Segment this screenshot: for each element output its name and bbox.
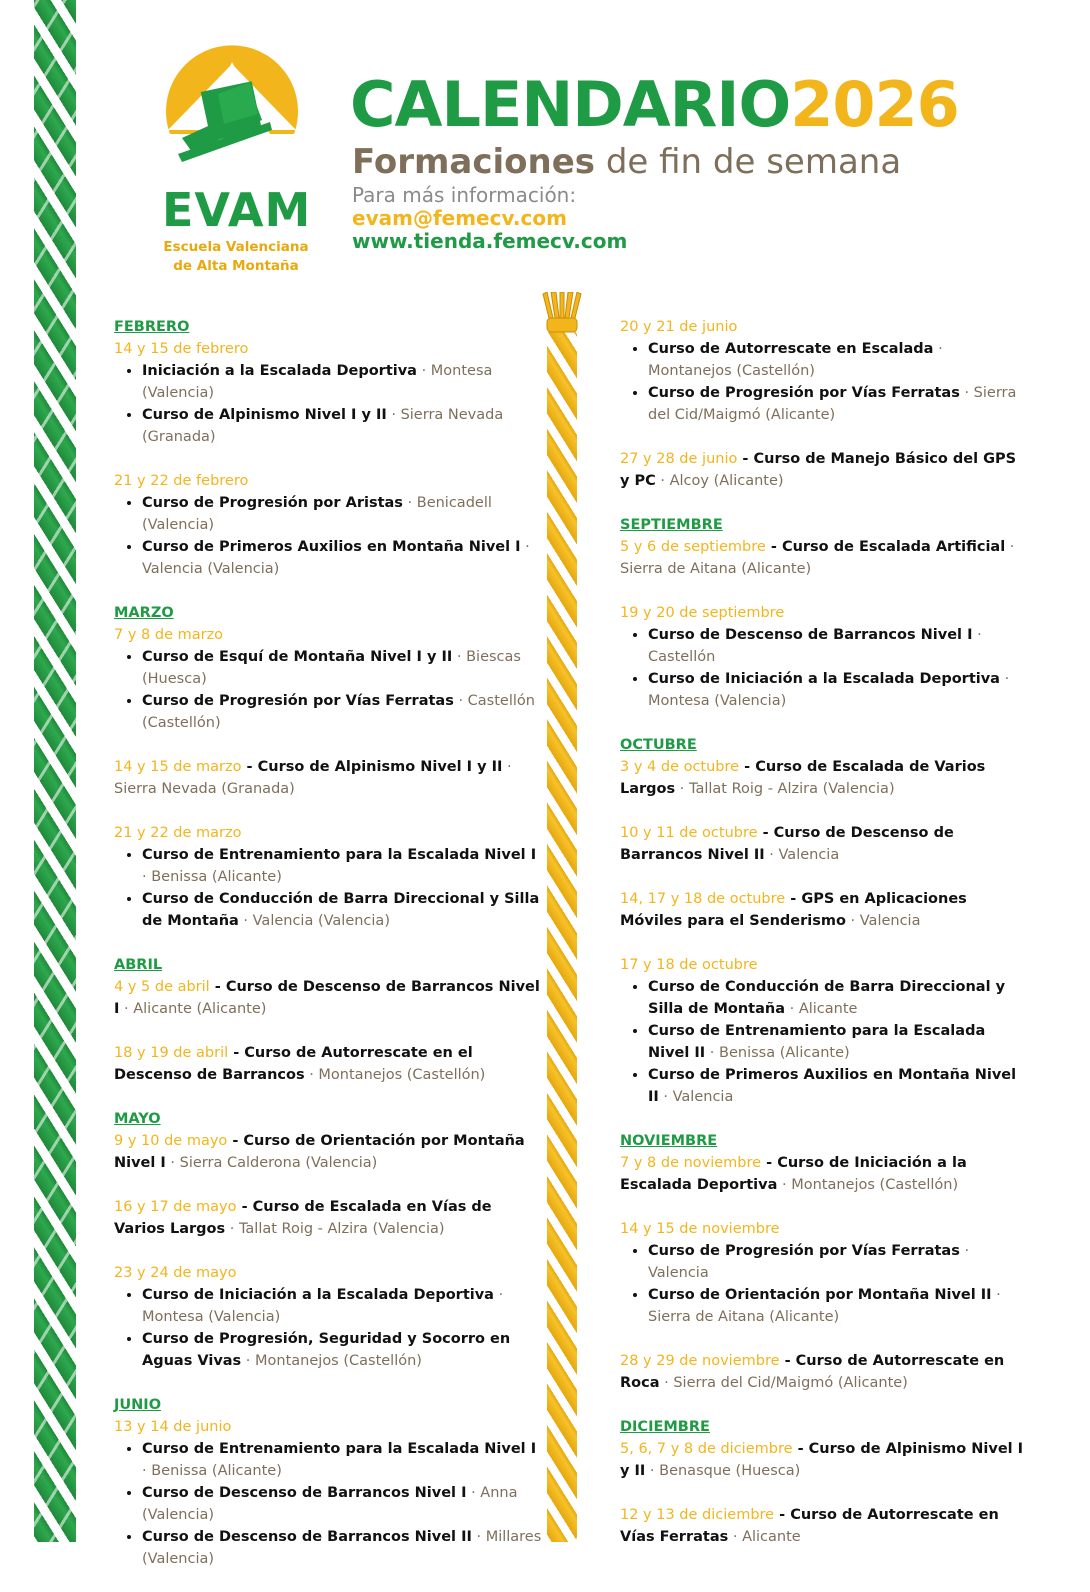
dash-separator: -	[761, 1155, 778, 1171]
course-location: Alcoy (Alicante)	[669, 473, 784, 489]
event-block	[114, 602, 542, 734]
event-date: 21 y 22 de febrero	[114, 473, 249, 489]
separator: ·	[959, 385, 974, 401]
dash-separator: -	[241, 759, 258, 775]
separator: ·	[999, 671, 1010, 687]
left-column	[114, 316, 542, 1592]
event-block	[620, 448, 1030, 492]
course-location: Valencia	[672, 1089, 734, 1105]
event-date: 13 y 14 de junio	[114, 1419, 232, 1435]
course-name: Curso de Escalada en Vías de Varios Largos	[114, 1199, 492, 1237]
course-item	[648, 976, 1030, 1020]
course-location: Benissa (Alicante)	[151, 1463, 282, 1479]
course-name: Iniciación a la Escalada Deportiva	[142, 363, 417, 379]
rope-tassel-icon	[537, 292, 587, 338]
separator: ·	[655, 473, 670, 489]
course-name: Curso de Descenso de Barrancos Nivel II	[620, 825, 954, 863]
dash-separator: -	[774, 1507, 791, 1523]
event-date: 27 y 28 de junio	[620, 451, 738, 467]
course-location: Benicadell (Valencia)	[142, 495, 492, 533]
dash-separator: -	[779, 1353, 796, 1369]
event-date: 14 y 15 de noviembre	[620, 1221, 780, 1237]
event-date: 23 y 24 de mayo	[114, 1265, 237, 1281]
separator: ·	[452, 649, 467, 665]
course-location: Millares (Valencia)	[142, 1529, 542, 1567]
month-heading: JUNIO	[114, 1397, 162, 1413]
course-list	[620, 976, 1030, 1108]
event-date: 7 y 8 de marzo	[114, 627, 224, 643]
event-line	[620, 1438, 1030, 1482]
course-location: Sierra Calderona (Valencia)	[179, 1155, 378, 1171]
course-location: Castellón (Castellón)	[142, 693, 535, 731]
month-heading: SEPTIEMBRE	[620, 517, 723, 533]
event-line	[620, 756, 1030, 800]
course-location: Alicante	[798, 1001, 858, 1017]
month-heading: MARZO	[114, 605, 174, 621]
event-block	[620, 602, 1030, 712]
course-name: Curso de Alpinismo Nivel I y II	[620, 1441, 1024, 1479]
course-item	[142, 1526, 542, 1570]
separator: ·	[165, 1155, 180, 1171]
course-name: Curso de Progresión por Vías Ferratas	[648, 1243, 960, 1259]
course-location: Valencia	[859, 913, 921, 929]
title-main: CALENDARIO	[350, 68, 791, 141]
event-block	[620, 1504, 1030, 1548]
course-location: Sierra Nevada (Granada)	[142, 407, 504, 445]
separator: ·	[959, 1243, 970, 1259]
logo-subtitle	[158, 238, 314, 276]
dash-separator: -	[236, 1199, 253, 1215]
course-item	[142, 1284, 542, 1328]
subtitle-rest: de fin de semana	[595, 142, 902, 182]
month-heading: OCTUBRE	[620, 737, 697, 753]
event-block	[620, 316, 1030, 426]
course-item	[142, 888, 542, 932]
course-name: Curso de Alpinismo Nivel I y II	[257, 759, 503, 775]
event-block	[114, 1108, 542, 1174]
course-name: Curso de Progresión por Aristas	[142, 495, 403, 511]
separator: ·	[659, 1375, 674, 1391]
course-item	[142, 690, 542, 734]
separator: ·	[304, 1067, 319, 1083]
course-list	[620, 624, 1030, 712]
event-line	[620, 1504, 1030, 1548]
course-name: Curso de Descenso de Barrancos Nivel I	[114, 979, 540, 1017]
event-date: 28 y 29 de noviembre	[620, 1353, 780, 1369]
separator: ·	[119, 1001, 134, 1017]
course-name: Curso de Escalada Artificial	[781, 539, 1006, 555]
course-name: Curso de Descenso de Barrancos Nivel I	[142, 1485, 467, 1501]
course-name: Curso de Orientación por Montaña Nivel I	[114, 1133, 525, 1171]
evam-logo-icon	[162, 34, 302, 184]
event-line	[114, 976, 542, 1020]
separator: ·	[142, 869, 152, 885]
course-location: Sierra del Cid/Maigmó (Alicante)	[648, 385, 1017, 423]
course-item	[142, 646, 542, 690]
course-name: Curso de Esquí de Montaña Nivel I y II	[142, 649, 453, 665]
event-block	[114, 316, 542, 448]
course-item	[648, 1284, 1030, 1328]
course-list	[114, 646, 542, 734]
course-location: Benissa (Alicante)	[719, 1045, 850, 1061]
separator: ·	[502, 759, 512, 775]
event-line	[114, 1042, 542, 1086]
event-date: 5, 6, 7 y 8 de diciembre	[620, 1441, 793, 1457]
course-item	[142, 492, 542, 536]
event-date: 19 y 20 de septiembre	[620, 605, 785, 621]
course-location: Montesa (Valencia)	[648, 693, 787, 709]
course-item	[142, 360, 542, 404]
course-list	[114, 1438, 542, 1570]
event-block	[620, 514, 1030, 580]
course-name: Curso de Entrenamiento para la Escalada Nivel I	[142, 1441, 537, 1457]
logo-title: EVAM	[162, 183, 312, 237]
event-block	[620, 1218, 1030, 1328]
separator: ·	[416, 363, 431, 379]
dash-separator: -	[765, 539, 782, 555]
course-location: Tallat Roig - Alzira (Valencia)	[688, 781, 895, 797]
course-name: GPS en Aplicaciones Móviles para el Senderismo	[620, 891, 967, 929]
separator: ·	[142, 1463, 152, 1479]
event-line	[620, 1152, 1030, 1196]
dash-separator: -	[792, 1441, 809, 1457]
event-date: 14 y 15 de marzo	[114, 759, 242, 775]
course-list	[114, 1284, 542, 1372]
event-line	[620, 822, 1030, 866]
logo-sub-line-1: Escuela Valenciana	[163, 239, 309, 255]
course-name: Curso de Iniciación a la Escalada Deportiva	[648, 671, 1000, 687]
course-name: Curso de Conducción de Barra Direccional y Silla de Montaña	[142, 891, 540, 929]
course-item	[648, 1240, 1030, 1284]
course-item	[142, 1482, 542, 1526]
course-location: Biescas (Huesca)	[142, 649, 521, 687]
course-item	[142, 1438, 542, 1482]
separator: ·	[225, 1221, 239, 1237]
separator: ·	[402, 495, 417, 511]
course-name: Curso de Autorrescate en Vías Ferratas	[620, 1507, 999, 1545]
event-line	[620, 888, 1030, 932]
course-location: Alicante	[742, 1529, 801, 1545]
event-date: 16 y 17 de mayo	[114, 1199, 237, 1215]
event-block	[620, 1350, 1030, 1394]
course-name: Curso de Escalada de Varios Largos	[620, 759, 986, 797]
course-location: Valencia (Valencia)	[252, 913, 390, 929]
page-title	[350, 66, 959, 144]
course-item	[648, 1064, 1030, 1108]
course-name: Curso de Manejo Básico del GPS y PC	[620, 451, 1017, 489]
event-block	[620, 954, 1030, 1108]
title-year: 2026	[790, 68, 959, 141]
separator: ·	[933, 341, 943, 357]
course-list	[620, 338, 1030, 426]
course-location: Sierra Nevada (Granada)	[114, 781, 295, 797]
course-location: Montesa (Valencia)	[142, 363, 493, 401]
course-location: Valencia (Valencia)	[142, 561, 280, 577]
event-line	[114, 756, 542, 800]
dash-separator: -	[209, 979, 226, 995]
separator: ·	[785, 1001, 799, 1017]
course-list	[114, 492, 542, 580]
course-location: Alicante (Alicante)	[133, 1001, 267, 1017]
course-name: Curso de Autorrescate en Roca	[620, 1353, 1005, 1391]
event-date: 21 y 22 de marzo	[114, 825, 242, 841]
separator: ·	[241, 1353, 256, 1369]
course-location: Sierra de Aitana (Alicante)	[620, 561, 812, 577]
course-item	[648, 338, 1030, 382]
event-block	[114, 954, 542, 1020]
course-name: Curso de Descenso de Barrancos Nivel I	[648, 627, 973, 643]
course-name: Curso de Progresión, Seguridad y Socorro en Aguas Vivas	[142, 1331, 511, 1369]
dash-separator: -	[737, 451, 754, 467]
course-item	[648, 668, 1030, 712]
course-item	[648, 624, 1030, 668]
event-date: 12 y 13 de diciembre	[620, 1507, 775, 1523]
event-date: 10 y 11 de octubre	[620, 825, 758, 841]
event-block	[620, 822, 1030, 866]
course-name: Curso de Primeros Auxilios en Montaña Nivel II	[648, 1067, 1017, 1105]
event-block	[114, 1394, 542, 1570]
course-name: Curso de Alpinismo Nivel I y II	[142, 407, 387, 423]
course-name: Curso de Entrenamiento para la Escalada Nivel I	[142, 847, 537, 863]
separator: ·	[520, 539, 530, 555]
separator: ·	[493, 1287, 504, 1303]
course-item	[142, 404, 542, 448]
email-link[interactable]: evam@femecv.com	[352, 206, 567, 230]
separator: ·	[453, 693, 468, 709]
separator: ·	[777, 1177, 792, 1193]
course-location: Montesa (Valencia)	[142, 1309, 281, 1325]
green-rope-decoration	[0, 0, 76, 1542]
event-date: 4 y 5 de abril	[114, 979, 210, 995]
dash-separator: -	[785, 891, 802, 907]
event-line	[620, 448, 1030, 492]
course-location: Montanejos (Castellón)	[648, 363, 815, 379]
separator: ·	[972, 627, 982, 643]
event-block	[620, 734, 1030, 800]
course-location: Anna (Valencia)	[142, 1485, 518, 1523]
month-heading: ABRIL	[114, 957, 163, 973]
event-block	[114, 470, 542, 580]
event-block	[114, 822, 542, 932]
course-item	[648, 382, 1030, 426]
separator: ·	[645, 1463, 660, 1479]
course-location: Sierra del Cid/Maigmó (Alicante)	[673, 1375, 908, 1391]
event-date: 17 y 18 de octubre	[620, 957, 758, 973]
separator: ·	[728, 1529, 743, 1545]
course-location: Sierra de Aitana (Alicante)	[648, 1309, 840, 1325]
page-subtitle	[352, 142, 901, 182]
course-item	[142, 844, 542, 888]
event-date: 14 y 15 de febrero	[114, 341, 249, 357]
dash-separator: -	[739, 759, 756, 775]
event-date: 14, 17 y 18 de octubre	[620, 891, 786, 907]
event-date: 20 y 21 de junio	[620, 319, 738, 335]
course-list	[620, 1240, 1030, 1328]
dash-separator: -	[227, 1133, 244, 1149]
separator: ·	[466, 1485, 481, 1501]
event-date: 9 y 10 de mayo	[114, 1133, 228, 1149]
course-location: Tallat Roig - Alzira (Valencia)	[238, 1221, 445, 1237]
course-item	[142, 536, 542, 580]
course-item	[142, 1328, 542, 1372]
course-name: Curso de Progresión por Vías Ferratas	[648, 385, 960, 401]
course-name: Curso de Iniciación a la Escalada Deportiva	[620, 1155, 967, 1193]
separator: ·	[658, 1089, 673, 1105]
course-list	[114, 844, 542, 932]
event-line	[620, 536, 1030, 580]
course-item	[648, 1020, 1030, 1064]
course-location: Benasque (Huesca)	[659, 1463, 801, 1479]
course-name: Curso de Descenso de Barrancos Nivel II	[142, 1529, 472, 1545]
course-name: Curso de Orientación por Montaña Nivel II	[648, 1287, 992, 1303]
dash-separator: -	[757, 825, 774, 841]
course-name: Curso de Autorrescate en Escalada	[648, 341, 934, 357]
web-link[interactable]: www.tienda.femecv.com	[352, 229, 628, 253]
event-date: 5 y 6 de septiembre	[620, 539, 766, 555]
course-name: Curso de Conducción de Barra Direccional y Silla de Montaña	[648, 979, 1006, 1017]
separator: ·	[991, 1287, 1001, 1303]
month-heading: FEBRERO	[114, 319, 190, 335]
course-name: Curso de Primeros Auxilios en Montaña Nivel I	[142, 539, 521, 555]
event-line	[620, 1350, 1030, 1394]
separator: ·	[238, 913, 253, 929]
yellow-rope-divider	[547, 330, 577, 1542]
logo-sub-line-2: de Alta Montaña	[173, 258, 299, 274]
event-date: 3 y 4 de octubre	[620, 759, 740, 775]
event-block	[114, 756, 542, 800]
separator: ·	[675, 781, 689, 797]
info-label: Para más información:	[352, 183, 577, 207]
event-date: 18 y 19 de abril	[114, 1045, 229, 1061]
separator: ·	[1005, 539, 1015, 555]
dash-separator: -	[228, 1045, 245, 1061]
course-location: Montanejos (Castellón)	[255, 1353, 422, 1369]
separator: ·	[386, 407, 401, 423]
month-heading: DICIEMBRE	[620, 1419, 710, 1435]
separator: ·	[845, 913, 860, 929]
separator: ·	[705, 1045, 720, 1061]
course-name: Curso de Autorrescate en el Descenso de Barrancos	[114, 1045, 473, 1083]
course-location: Montanejos (Castellón)	[791, 1177, 959, 1193]
subtitle-bold: Formaciones	[352, 142, 596, 182]
event-line	[114, 1196, 542, 1240]
right-column	[620, 316, 1030, 1570]
course-location: Benissa (Alicante)	[151, 869, 282, 885]
event-date: 7 y 8 de noviembre	[620, 1155, 762, 1171]
separator: ·	[471, 1529, 486, 1545]
event-block	[114, 1042, 542, 1086]
event-block	[620, 1416, 1030, 1482]
separator: ·	[764, 847, 779, 863]
event-block	[620, 888, 1030, 932]
course-name: Curso de Entrenamiento para la Escalada Nivel II	[648, 1023, 986, 1061]
event-block	[114, 1196, 542, 1240]
month-heading: NOVIEMBRE	[620, 1133, 718, 1149]
course-location: Valencia	[778, 847, 840, 863]
event-block	[114, 1262, 542, 1372]
course-location: Montanejos (Castellón)	[318, 1067, 486, 1083]
month-heading: MAYO	[114, 1111, 161, 1127]
event-line	[114, 1130, 542, 1174]
course-list	[114, 360, 542, 448]
course-location: Valencia	[648, 1265, 709, 1281]
course-name: Curso de Progresión por Vías Ferratas	[142, 693, 454, 709]
course-name: Curso de Iniciación a la Escalada Deportiva	[142, 1287, 494, 1303]
event-block	[620, 1130, 1030, 1196]
course-location: Castellón	[648, 649, 716, 665]
